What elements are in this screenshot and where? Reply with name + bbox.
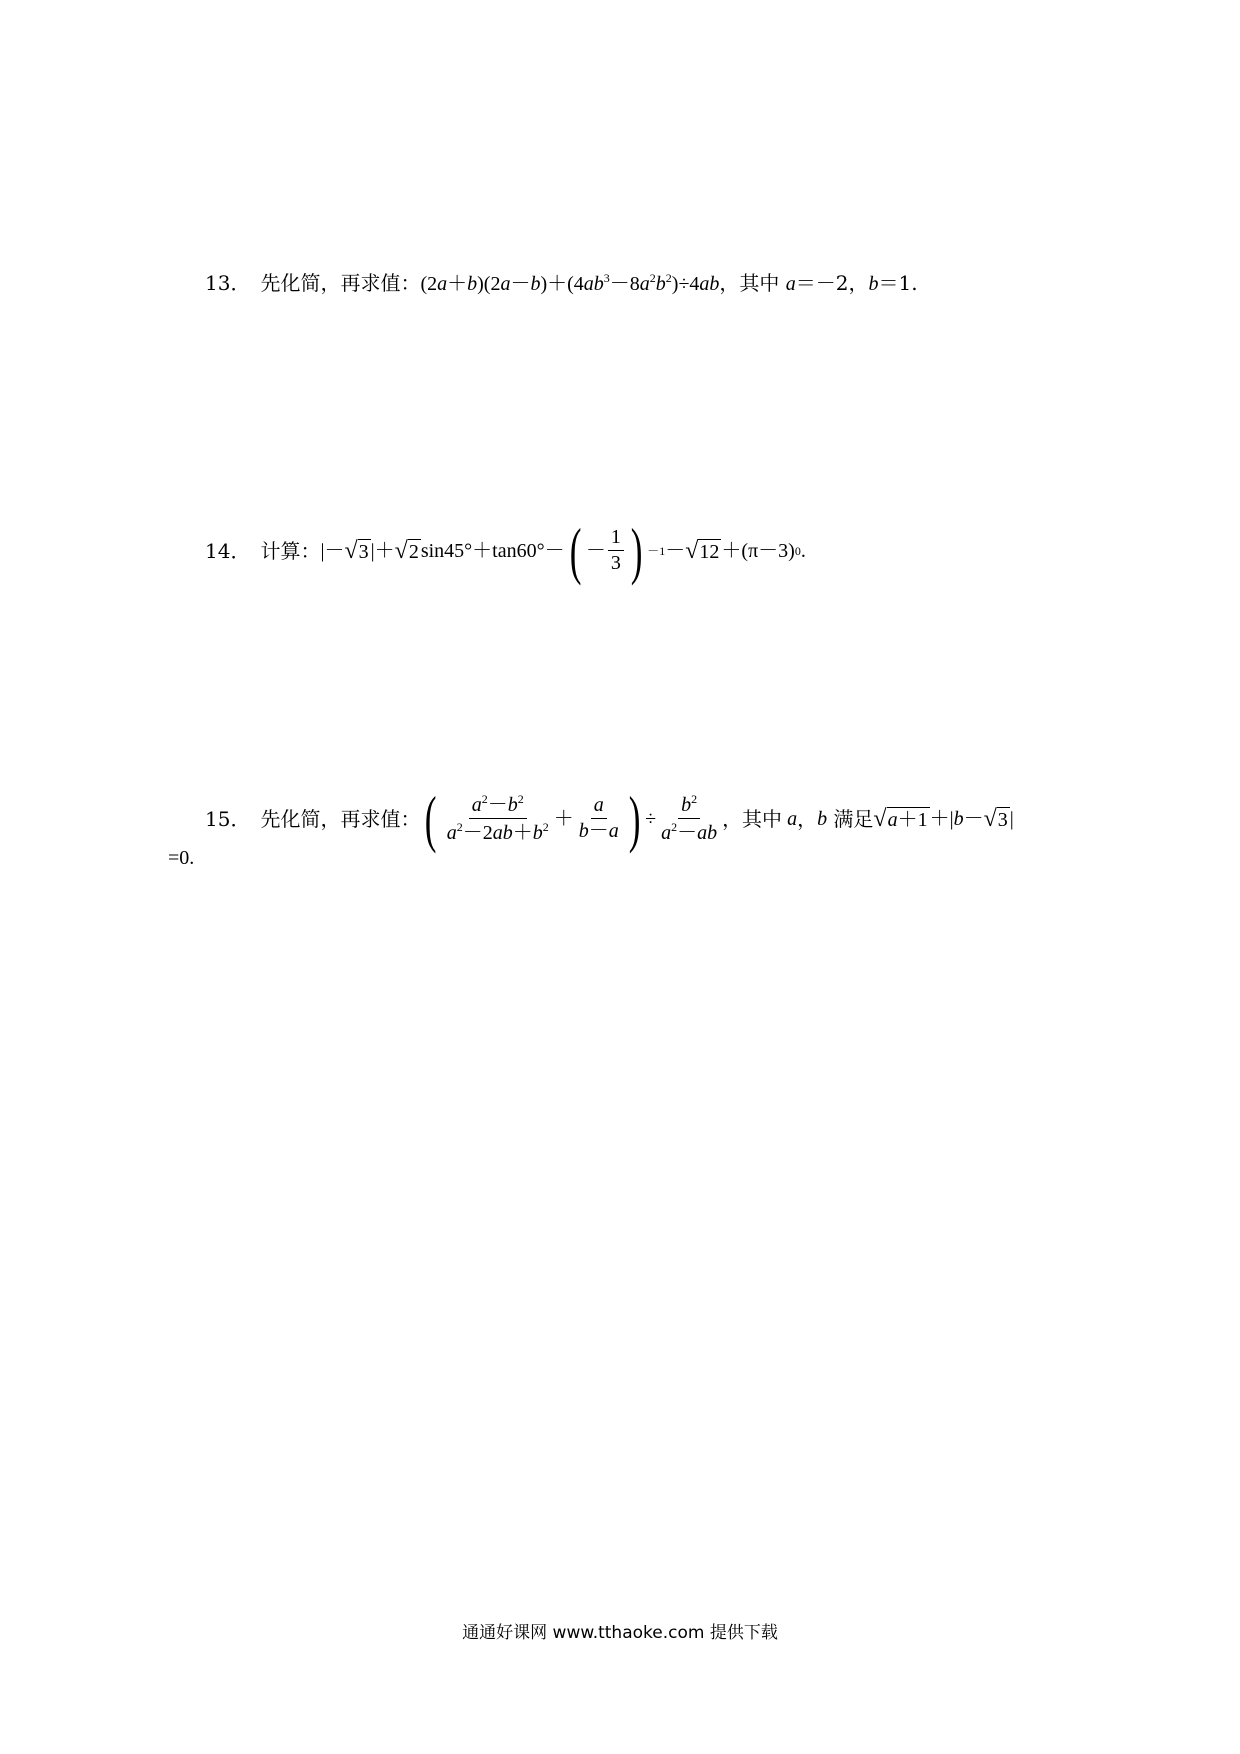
problem-13-condition: ，其中 a＝－2，b＝1. xyxy=(719,270,918,295)
problem-14 xyxy=(205,515,806,586)
problem-number: 14． xyxy=(205,538,251,563)
problem-number: 13． xyxy=(205,271,251,295)
problem-lead-text: 先化简，再求值： xyxy=(260,271,421,295)
footer-text: 通通好课网 www.tthaoke.com 提供下载 xyxy=(462,1623,778,1643)
problem-13-expression: $(2a+b)(2a-b)+(4ab^3-8a^2b^2)\div 4ab$ xyxy=(420,271,720,295)
problem-lead-text: 先化简，再求值： xyxy=(260,806,421,831)
problem-number: 15． xyxy=(205,806,251,831)
problem-15 xyxy=(205,783,1014,854)
problem-15-condition: ，其中 a ， b 满足 √ a＋1 ＋|b－ √ 3 | xyxy=(722,805,1014,832)
problem-15-expression: ( $\frac{a^2-b^2}{a^2-2ab+b^2}$ ＋ $\frac{a}{b-a}$ ) ÷ $\frac{b^2}{a^2-ab}$ xyxy=(425,783,718,854)
problem-lead-text: 计算： xyxy=(260,538,321,563)
problem-13 xyxy=(205,272,918,294)
problem-15-continuation: =0. xyxy=(168,847,195,869)
problem-14-expression: |－ √ 3 |＋ √ 2 sin45°＋tan60°－ ( － $\frac{1}{3}$ ) －1 － √ 12 ＋(π－3) 0 . xyxy=(320,515,806,586)
